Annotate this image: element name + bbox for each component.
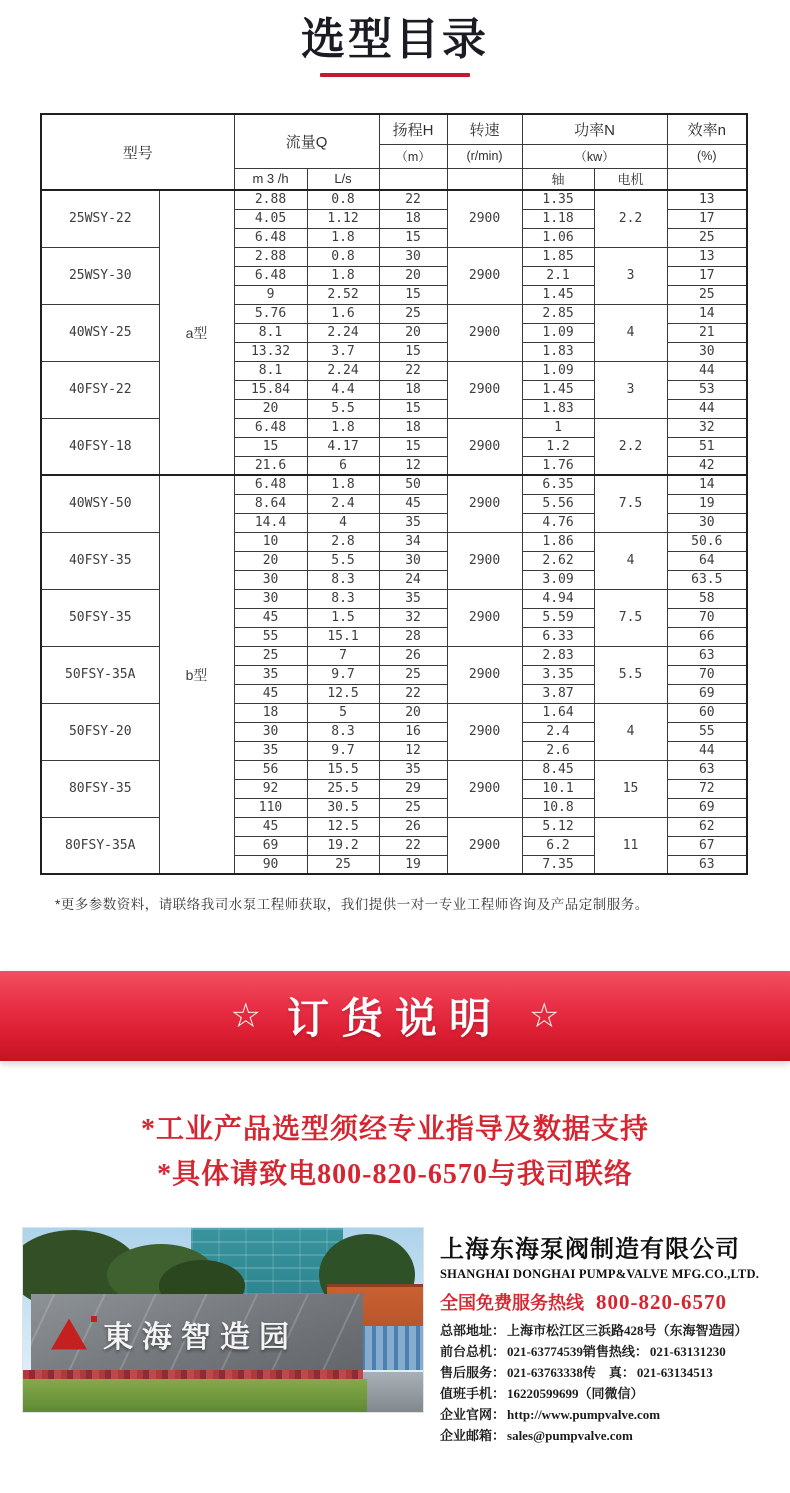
shaft-power-cell: 2.83: [522, 646, 594, 665]
contact-line: [440, 1362, 759, 1383]
hotline-label: 全国免费服务热线: [440, 1293, 584, 1313]
speed-cell: 2900: [447, 532, 522, 589]
photo-grass: [23, 1379, 367, 1412]
head-cell: 15: [379, 437, 447, 456]
motor-power-cell: 3: [594, 247, 667, 304]
flow-ls-cell: 25.5: [307, 779, 379, 798]
head-cell: 20: [379, 266, 447, 285]
efficiency-cell: 13: [667, 247, 747, 266]
model-name-cell: 50FSY-35: [41, 589, 159, 646]
header-speed: 转速: [447, 114, 522, 144]
model-name-cell: 40FSY-35: [41, 532, 159, 589]
flow-ls-cell: 5.5: [307, 399, 379, 418]
shaft-power-cell: 2.85: [522, 304, 594, 323]
efficiency-cell: 30: [667, 513, 747, 532]
table-row: [41, 817, 747, 836]
speed-cell: 2900: [447, 304, 522, 361]
head-cell: 32: [379, 608, 447, 627]
title-section: [0, 0, 790, 77]
spec-table-wrap: [40, 113, 750, 875]
efficiency-cell: 13: [667, 190, 747, 209]
company-name-cn: 上海东海泵阀制造有限公司: [440, 1236, 740, 1263]
head-cell: 50: [379, 475, 447, 494]
model-name-cell: 40FSY-22: [41, 361, 159, 418]
efficiency-cell: 30: [667, 342, 747, 361]
shaft-power-cell: 3.09: [522, 570, 594, 589]
header-head: 扬程H: [379, 114, 447, 144]
table-row: [41, 703, 747, 722]
flow-m3h-cell: 4.05: [234, 209, 307, 228]
page-title: 选型目录: [301, 15, 489, 64]
motor-power-cell: 2.2: [594, 418, 667, 475]
donghai-logo-icon: [51, 1319, 87, 1350]
contact-label: 售后服务：: [440, 1365, 506, 1380]
header-power-motor: 电机: [594, 168, 667, 190]
flow-ls-cell: 19.2: [307, 836, 379, 855]
header-model: 型号: [41, 114, 234, 190]
head-cell: 26: [379, 817, 447, 836]
efficiency-cell: 72: [667, 779, 747, 798]
flow-ls-cell: 7: [307, 646, 379, 665]
flow-ls-cell: 1.12: [307, 209, 379, 228]
shaft-power-cell: 1.09: [522, 361, 594, 380]
header-speed-unit: (r/min): [447, 144, 522, 168]
flow-m3h-cell: 56: [234, 760, 307, 779]
flow-ls-cell: 8.3: [307, 722, 379, 741]
efficiency-cell: 17: [667, 209, 747, 228]
table-row: [41, 361, 747, 380]
flow-ls-cell: 1.5: [307, 608, 379, 627]
efficiency-cell: 44: [667, 741, 747, 760]
header-empty-head: [379, 168, 447, 190]
shaft-power-cell: 1.64: [522, 703, 594, 722]
efficiency-cell: 14: [667, 304, 747, 323]
head-cell: 20: [379, 703, 447, 722]
contact-line: [440, 1404, 759, 1425]
head-cell: 22: [379, 836, 447, 855]
head-cell: 28: [379, 627, 447, 646]
head-cell: 25: [379, 665, 447, 684]
shaft-power-cell: 1.35: [522, 190, 594, 209]
shaft-power-cell: 1.83: [522, 342, 594, 361]
contact-label: 企业邮箱：: [440, 1428, 506, 1443]
model-name-cell: 80FSY-35: [41, 760, 159, 817]
flow-m3h-cell: 110: [234, 798, 307, 817]
shaft-power-cell: 1.76: [522, 456, 594, 475]
efficiency-cell: 60: [667, 703, 747, 722]
flow-ls-cell: 5.5: [307, 551, 379, 570]
efficiency-cell: 44: [667, 399, 747, 418]
table-row: [41, 304, 747, 323]
flow-ls-cell: 1.8: [307, 475, 379, 494]
head-cell: 25: [379, 798, 447, 817]
company-photo: [22, 1227, 424, 1413]
contact-label: 值班手机：: [440, 1386, 506, 1401]
model-name-cell: 40WSY-50: [41, 475, 159, 532]
head-cell: 24: [379, 570, 447, 589]
speed-cell: 2900: [447, 247, 522, 304]
head-cell: 26: [379, 646, 447, 665]
flow-m3h-cell: 2.88: [234, 247, 307, 266]
shaft-power-cell: 2.4: [522, 722, 594, 741]
head-cell: 20: [379, 323, 447, 342]
table-row: [41, 646, 747, 665]
flow-m3h-cell: 6.48: [234, 475, 307, 494]
efficiency-cell: 69: [667, 684, 747, 703]
flow-ls-cell: 1.8: [307, 266, 379, 285]
flow-ls-cell: 2.8: [307, 532, 379, 551]
flow-m3h-cell: 92: [234, 779, 307, 798]
head-cell: 15: [379, 285, 447, 304]
contact-value: 021-63774539: [507, 1344, 583, 1359]
flow-ls-cell: 25: [307, 855, 379, 874]
efficiency-cell: 32: [667, 418, 747, 437]
head-cell: 22: [379, 684, 447, 703]
contact-label: 前台总机：: [440, 1344, 506, 1359]
flow-ls-cell: 12.5: [307, 817, 379, 836]
flow-m3h-cell: 69: [234, 836, 307, 855]
title-underline: [320, 73, 470, 77]
photo-sign-wall: [31, 1294, 363, 1374]
head-cell: 29: [379, 779, 447, 798]
efficiency-cell: 62: [667, 817, 747, 836]
shaft-power-cell: 5.12: [522, 817, 594, 836]
efficiency-cell: 63: [667, 646, 747, 665]
model-name-cell: 80FSY-35A: [41, 817, 159, 874]
flow-m3h-cell: 18: [234, 703, 307, 722]
model-name-cell: 40FSY-18: [41, 418, 159, 475]
table-row: [41, 760, 747, 779]
shaft-power-cell: 2.1: [522, 266, 594, 285]
head-cell: 19: [379, 855, 447, 874]
flow-m3h-cell: 13.32: [234, 342, 307, 361]
head-cell: 15: [379, 228, 447, 247]
shaft-power-cell: 1.2: [522, 437, 594, 456]
header-efficiency: 效率n: [667, 114, 747, 144]
shaft-power-cell: 8.45: [522, 760, 594, 779]
header-row-1: [41, 114, 747, 144]
shaft-power-cell: 2.62: [522, 551, 594, 570]
efficiency-cell: 25: [667, 228, 747, 247]
motor-power-cell: 5.5: [594, 646, 667, 703]
efficiency-cell: 64: [667, 551, 747, 570]
table-row: [41, 247, 747, 266]
flow-m3h-cell: 30: [234, 589, 307, 608]
motor-power-cell: 11: [594, 817, 667, 874]
contact-value: sales@pumpvalve.com: [507, 1428, 633, 1443]
efficiency-cell: 14: [667, 475, 747, 494]
contact-value: 021-63134513: [636, 1365, 713, 1380]
efficiency-cell: 17: [667, 266, 747, 285]
efficiency-cell: 55: [667, 722, 747, 741]
shaft-power-cell: 10.8: [522, 798, 594, 817]
flow-m3h-cell: 15: [234, 437, 307, 456]
head-cell: 15: [379, 399, 447, 418]
flow-ls-cell: 8.3: [307, 589, 379, 608]
service-hotline: [440, 1289, 759, 1315]
head-cell: 12: [379, 741, 447, 760]
flow-m3h-cell: 20: [234, 551, 307, 570]
shaft-power-cell: 7.35: [522, 855, 594, 874]
model-name-cell: 50FSY-20: [41, 703, 159, 760]
contact-label: 传 真：: [582, 1365, 635, 1380]
speed-cell: 2900: [447, 760, 522, 817]
header-flow-m3h: m 3 /h: [234, 168, 307, 190]
contact-line: [440, 1341, 759, 1362]
head-cell: 35: [379, 589, 447, 608]
model-name-cell: 25WSY-22: [41, 190, 159, 247]
header-power: 功率N: [522, 114, 667, 144]
head-cell: 18: [379, 209, 447, 228]
header-empty-efficiency: [667, 168, 747, 190]
star-icon: ☆: [529, 997, 560, 1035]
table-row: [41, 418, 747, 437]
flow-ls-cell: 15.5: [307, 760, 379, 779]
footer: [0, 1227, 790, 1446]
shaft-power-cell: 1.18: [522, 209, 594, 228]
head-cell: 30: [379, 551, 447, 570]
efficiency-cell: 69: [667, 798, 747, 817]
flow-ls-cell: 4.17: [307, 437, 379, 456]
spec-table: [40, 113, 748, 875]
speed-cell: 2900: [447, 703, 522, 760]
model-name-cell: 50FSY-35A: [41, 646, 159, 703]
flow-ls-cell: 0.8: [307, 190, 379, 209]
shaft-power-cell: 1.45: [522, 285, 594, 304]
flow-m3h-cell: 8.1: [234, 361, 307, 380]
head-cell: 12: [379, 456, 447, 475]
speed-cell: 2900: [447, 589, 522, 646]
contact-value: 021-63763338: [507, 1365, 583, 1380]
header-flow: 流量Q: [234, 114, 379, 168]
flow-ls-cell: 4: [307, 513, 379, 532]
shaft-power-cell: 6.33: [522, 627, 594, 646]
table-row: [41, 589, 747, 608]
shaft-power-cell: 3.35: [522, 665, 594, 684]
flow-m3h-cell: 30: [234, 722, 307, 741]
shaft-power-cell: 1.06: [522, 228, 594, 247]
speed-cell: 2900: [447, 475, 522, 532]
efficiency-cell: 63: [667, 855, 747, 874]
flow-ls-cell: 9.7: [307, 665, 379, 684]
head-cell: 45: [379, 494, 447, 513]
efficiency-cell: 51: [667, 437, 747, 456]
flow-ls-cell: 3.7: [307, 342, 379, 361]
table-row: [41, 475, 747, 494]
efficiency-cell: 63.5: [667, 570, 747, 589]
head-cell: 18: [379, 380, 447, 399]
flow-m3h-cell: 21.6: [234, 456, 307, 475]
flow-m3h-cell: 6.48: [234, 228, 307, 247]
head-cell: 34: [379, 532, 447, 551]
table-body: [41, 190, 747, 874]
flow-ls-cell: 2.24: [307, 361, 379, 380]
pump-type-cell: b型: [159, 475, 234, 874]
contact-line: [440, 1425, 759, 1446]
head-cell: 30: [379, 247, 447, 266]
flow-ls-cell: 2.52: [307, 285, 379, 304]
shaft-power-cell: 10.1: [522, 779, 594, 798]
table-row: [41, 532, 747, 551]
flow-m3h-cell: 45: [234, 684, 307, 703]
head-cell: 18: [379, 418, 447, 437]
shaft-power-cell: 4.76: [522, 513, 594, 532]
flow-ls-cell: 9.7: [307, 741, 379, 760]
motor-power-cell: 4: [594, 703, 667, 760]
header-efficiency-unit: (%): [667, 144, 747, 168]
motor-power-cell: 15: [594, 760, 667, 817]
hotline-number: 800-820-6570: [596, 1290, 727, 1314]
warning-line-2: *具体请致电800-820-6570与我司联络: [157, 1159, 633, 1190]
head-cell: 22: [379, 361, 447, 380]
flow-ls-cell: 15.1: [307, 627, 379, 646]
efficiency-cell: 70: [667, 608, 747, 627]
flow-m3h-cell: 30: [234, 570, 307, 589]
head-cell: 35: [379, 760, 447, 779]
flow-ls-cell: 1.6: [307, 304, 379, 323]
flow-ls-cell: 12.5: [307, 684, 379, 703]
flow-m3h-cell: 9: [234, 285, 307, 304]
header-empty-speed: [447, 168, 522, 190]
banner-title: 订货说明: [286, 995, 503, 1042]
star-icon: ☆: [230, 997, 261, 1035]
flow-m3h-cell: 45: [234, 817, 307, 836]
company-name-en: SHANGHAI DONGHAI PUMP&VALVE MFG.CO.,LTD.: [440, 1267, 760, 1281]
flow-m3h-cell: 90: [234, 855, 307, 874]
contact-label: 企业官网：: [440, 1407, 506, 1422]
efficiency-cell: 44: [667, 361, 747, 380]
head-cell: 25: [379, 304, 447, 323]
flow-m3h-cell: 20: [234, 399, 307, 418]
speed-cell: 2900: [447, 646, 522, 703]
head-cell: 16: [379, 722, 447, 741]
flow-ls-cell: 5: [307, 703, 379, 722]
efficiency-cell: 50.6: [667, 532, 747, 551]
donghai-logo-dot-icon: [91, 1316, 97, 1322]
head-cell: 15: [379, 342, 447, 361]
flow-ls-cell: 2.24: [307, 323, 379, 342]
contact-value: 021-63131230: [649, 1344, 726, 1359]
company-info: [440, 1227, 759, 1446]
order-info-banner: [0, 971, 790, 1061]
motor-power-cell: 7.5: [594, 589, 667, 646]
flow-m3h-cell: 5.76: [234, 304, 307, 323]
flow-ls-cell: 0.8: [307, 247, 379, 266]
shaft-power-cell: 6.35: [522, 475, 594, 494]
efficiency-cell: 25: [667, 285, 747, 304]
motor-power-cell: 2.2: [594, 190, 667, 247]
efficiency-cell: 42: [667, 456, 747, 475]
motor-power-cell: 4: [594, 304, 667, 361]
speed-cell: 2900: [447, 418, 522, 475]
footnote: *更多参数资料，请联络我司水泵工程师获取，我们提供一对一专业工程师咨询及产品定制服务。: [55, 897, 649, 912]
flow-m3h-cell: 10: [234, 532, 307, 551]
contact-label: 销售热线：: [582, 1344, 648, 1359]
shaft-power-cell: 1.09: [522, 323, 594, 342]
flow-m3h-cell: 45: [234, 608, 307, 627]
shaft-power-cell: 1: [522, 418, 594, 437]
flow-m3h-cell: 25: [234, 646, 307, 665]
motor-power-cell: 3: [594, 361, 667, 418]
motor-power-cell: 4: [594, 532, 667, 589]
flow-m3h-cell: 6.48: [234, 418, 307, 437]
header-power-shaft: 轴: [522, 168, 594, 190]
table-row: [41, 190, 747, 209]
pump-type-cell: a型: [159, 190, 234, 475]
flow-ls-cell: 1.8: [307, 228, 379, 247]
flow-m3h-cell: 8.1: [234, 323, 307, 342]
efficiency-cell: 58: [667, 589, 747, 608]
shaft-power-cell: 1.85: [522, 247, 594, 266]
flow-ls-cell: 6: [307, 456, 379, 475]
shaft-power-cell: 2.6: [522, 741, 594, 760]
efficiency-cell: 21: [667, 323, 747, 342]
speed-cell: 2900: [447, 361, 522, 418]
flow-m3h-cell: 35: [234, 665, 307, 684]
motor-power-cell: 7.5: [594, 475, 667, 532]
efficiency-cell: 70: [667, 665, 747, 684]
contact-line: [440, 1320, 759, 1341]
head-cell: 22: [379, 190, 447, 209]
speed-cell: 2900: [447, 817, 522, 874]
flow-m3h-cell: 6.48: [234, 266, 307, 285]
header-head-unit: （m）: [379, 144, 447, 168]
table-header: [41, 114, 747, 190]
contact-lines: [440, 1320, 759, 1446]
shaft-power-cell: 6.2: [522, 836, 594, 855]
flow-m3h-cell: 8.64: [234, 494, 307, 513]
efficiency-cell: 66: [667, 627, 747, 646]
flow-m3h-cell: 2.88: [234, 190, 307, 209]
flow-ls-cell: 30.5: [307, 798, 379, 817]
efficiency-cell: 19: [667, 494, 747, 513]
efficiency-cell: 67: [667, 836, 747, 855]
shaft-power-cell: 1.83: [522, 399, 594, 418]
speed-cell: 2900: [447, 190, 522, 247]
warning-line-1: *工业产品选型须经专业指导及数据支持: [140, 1114, 649, 1145]
contact-label: 总部地址：: [440, 1323, 506, 1338]
header-flow-ls: L/s: [307, 168, 379, 190]
shaft-power-cell: 4.94: [522, 589, 594, 608]
efficiency-cell: 53: [667, 380, 747, 399]
shaft-power-cell: 1.86: [522, 532, 594, 551]
contact-value: 16220599699（同微信）: [507, 1386, 644, 1401]
flow-m3h-cell: 35: [234, 741, 307, 760]
flow-m3h-cell: 14.4: [234, 513, 307, 532]
shaft-power-cell: 5.59: [522, 608, 594, 627]
header-power-unit: （kw）: [522, 144, 667, 168]
head-cell: 35: [379, 513, 447, 532]
efficiency-cell: 63: [667, 760, 747, 779]
flow-ls-cell: 8.3: [307, 570, 379, 589]
shaft-power-cell: 1.45: [522, 380, 594, 399]
flow-ls-cell: 2.4: [307, 494, 379, 513]
contact-value: 上海市松江区三浜路428号（东海智造园）: [507, 1323, 748, 1338]
shaft-power-cell: 5.56: [522, 494, 594, 513]
flow-ls-cell: 1.8: [307, 418, 379, 437]
flow-m3h-cell: 55: [234, 627, 307, 646]
shaft-power-cell: 3.87: [522, 684, 594, 703]
contact-line: [440, 1383, 759, 1404]
photo-sign-text: 東海智造园: [103, 1321, 298, 1354]
model-name-cell: 25WSY-30: [41, 247, 159, 304]
flow-ls-cell: 4.4: [307, 380, 379, 399]
model-name-cell: 40WSY-25: [41, 304, 159, 361]
flow-m3h-cell: 15.84: [234, 380, 307, 399]
warning-lines: [0, 1107, 790, 1197]
contact-value: http://www.pumpvalve.com: [507, 1407, 661, 1422]
